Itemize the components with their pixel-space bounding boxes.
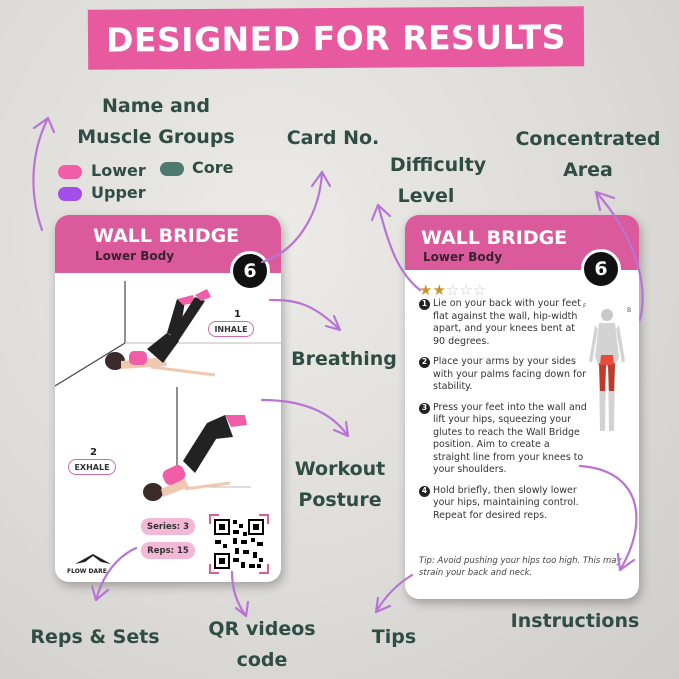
instruction-step xyxy=(419,402,587,477)
exhale-label: EXHALE xyxy=(68,459,116,475)
figure-label-back: B xyxy=(627,307,632,314)
difficulty-rating xyxy=(419,281,486,299)
step1-number: 1 xyxy=(234,309,241,320)
instruction-steps xyxy=(419,298,587,530)
card-number-badge: 6 xyxy=(230,251,270,291)
step-number: 2 xyxy=(419,357,430,368)
instruction-step xyxy=(419,298,587,348)
callout-qr-line1: QR videos xyxy=(208,618,316,640)
star-empty-icon: ☆ xyxy=(459,281,473,299)
qr-frame-corners xyxy=(209,514,269,574)
callout-posture xyxy=(285,454,395,516)
callout-instructions: Instructions xyxy=(510,610,640,632)
anatomy-figure xyxy=(585,307,632,437)
legend-swatch-lower xyxy=(58,165,82,179)
star-filled-icon: ★ xyxy=(419,281,433,299)
callout-concentrated xyxy=(508,124,668,186)
brand-logo-icon xyxy=(73,552,113,568)
tip-text: Tip: Avoid pushing your hips too high. This may strain your back and neck. xyxy=(419,556,622,578)
step-number: 1 xyxy=(419,299,430,310)
callout-tips: Tips xyxy=(371,626,417,648)
brand-name: FLOW DARE xyxy=(67,568,107,575)
callout-name-line2: Muscle Groups xyxy=(77,126,235,148)
callout-qr xyxy=(196,614,328,676)
instruction-step xyxy=(419,485,587,523)
title-banner xyxy=(88,6,584,69)
callout-qr-line2: code xyxy=(236,649,288,671)
step-text: Place your arms by your sides with your palms facing down for stability. xyxy=(433,356,587,392)
callout-difficulty-line1: Difficulty xyxy=(389,154,487,176)
inhale-label: INHALE xyxy=(208,321,254,337)
step-number: 4 xyxy=(419,486,430,497)
card-title: WALL BRIDGE xyxy=(93,225,240,247)
step-text: Lie on your back with your feet flat against the wall, hip-width apart, and your knees bent at 90 degrees. xyxy=(433,298,581,347)
card-subtitle: Lower Body xyxy=(423,250,503,264)
callout-difficulty-line2: Level xyxy=(397,185,455,207)
figure-label-front: F xyxy=(583,303,587,310)
banner-title: DESIGNED FOR RESULTS xyxy=(105,16,567,60)
callout-card-no: Card No. xyxy=(286,127,380,149)
legend-label-lower: Lower xyxy=(91,161,146,180)
star-filled-icon: ★ xyxy=(432,281,446,299)
legend-label-upper: Upper xyxy=(91,183,146,202)
card-number-badge: 6 xyxy=(581,249,621,289)
star-empty-icon: ☆ xyxy=(445,281,460,299)
callout-name-muscle xyxy=(68,91,244,153)
legend-swatch-upper xyxy=(58,187,82,201)
right-exercise-card xyxy=(405,215,639,599)
callout-breathing: Breathing xyxy=(291,348,397,370)
callout-difficulty xyxy=(383,150,493,212)
exercise-illustration-exhale xyxy=(55,387,281,527)
series-pill: Series: 3 xyxy=(141,518,195,535)
step-text: Press your feet into the wall and lift your hips, squeezing your glutes to reach the Wall Bridge position. Aim to create a straight line from your knees to your shoulders. xyxy=(433,401,587,475)
callout-posture-line2: Posture xyxy=(298,489,382,511)
callout-posture-line1: Workout xyxy=(294,458,386,480)
left-exercise-card xyxy=(55,215,281,582)
callout-reps-sets: Reps & Sets xyxy=(30,626,160,648)
callout-concentrated-line2: Area xyxy=(563,159,613,181)
step2-number: 2 xyxy=(90,447,97,458)
instruction-step xyxy=(419,356,587,394)
card-title: WALL BRIDGE xyxy=(421,227,568,249)
step-number: 3 xyxy=(419,403,430,414)
reps-pill: Reps: 15 xyxy=(141,542,195,559)
step-text: Hold briefly, then slowly lower your hips, maintaining control. Repeat for desired reps. xyxy=(433,484,579,521)
callout-concentrated-line1: Concentrated xyxy=(515,128,661,150)
legend-label-core: Core xyxy=(192,158,234,177)
star-empty-icon: ☆ xyxy=(472,281,487,299)
callout-name-line1: Name and xyxy=(102,95,210,117)
card-subtitle: Lower Body xyxy=(95,249,175,263)
legend-swatch-core xyxy=(160,162,184,176)
